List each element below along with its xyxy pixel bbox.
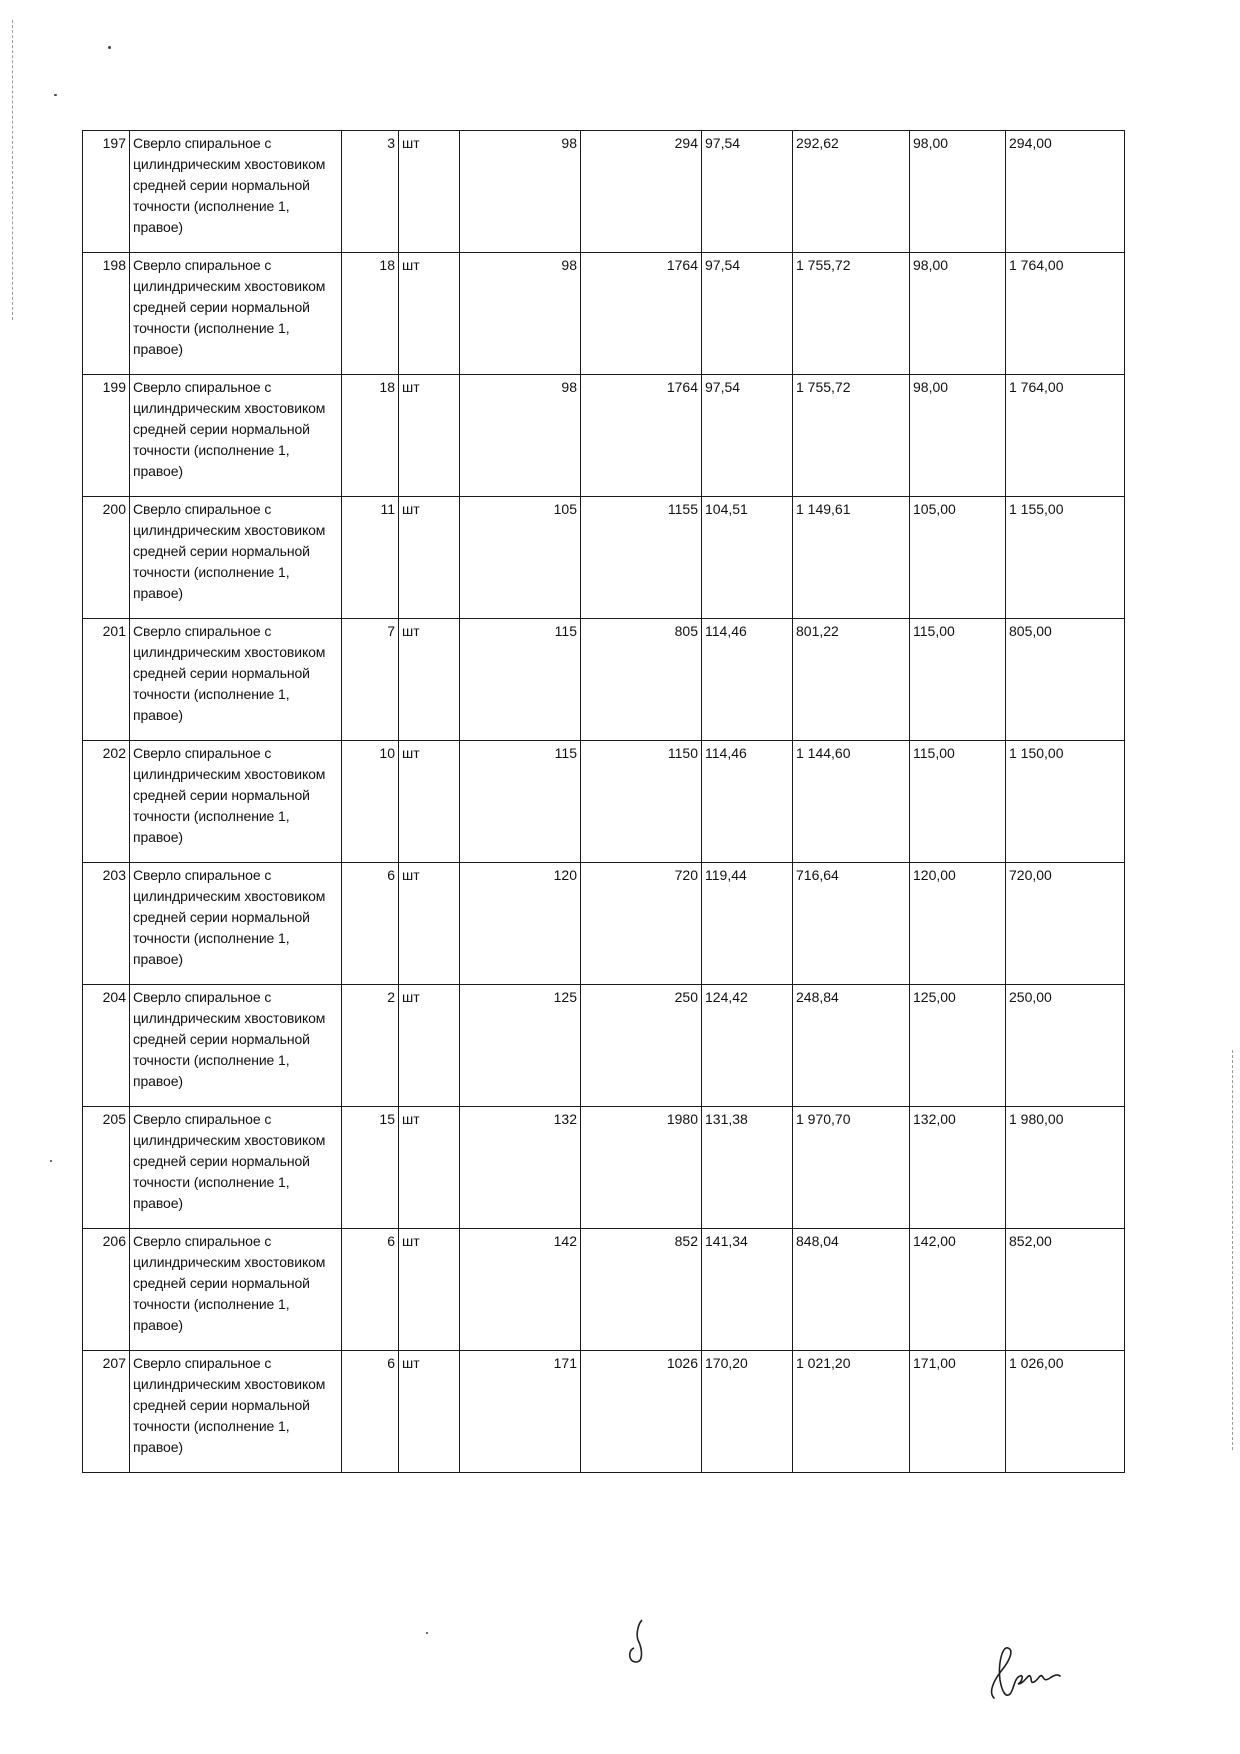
total-2-cell: 848,04: [793, 1229, 910, 1351]
price-2-cell: 97,54: [702, 131, 793, 253]
total-2-cell: 1 149,61: [793, 497, 910, 619]
table-row: [83, 497, 1125, 619]
price-cell: 98: [460, 375, 581, 497]
row-number-cell: 202: [83, 741, 130, 863]
unit-cell: шт: [399, 863, 460, 985]
table-row: [83, 1107, 1125, 1229]
price-2-cell: 131,38: [702, 1107, 793, 1229]
row-number-cell: 205: [83, 1107, 130, 1229]
total-cell: 1026: [581, 1351, 702, 1473]
price-2-cell: 97,54: [702, 375, 793, 497]
total-3-cell: 805,00: [1006, 619, 1125, 741]
total-3-cell: 250,00: [1006, 985, 1125, 1107]
unit-cell: шт: [399, 375, 460, 497]
total-2-cell: 1 021,20: [793, 1351, 910, 1473]
item-name-cell: Сверло спиральное с цилиндрическим хвостовиком средней серии нормальной точности (исполнение 1, правое): [130, 497, 342, 619]
table-row: [83, 741, 1125, 863]
price-cell: 142: [460, 1229, 581, 1351]
total-cell: 1764: [581, 253, 702, 375]
total-3-cell: 1 150,00: [1006, 741, 1125, 863]
handwritten-mark-icon: [626, 1618, 652, 1664]
unit-cell: шт: [399, 1229, 460, 1351]
total-3-cell: 1 764,00: [1006, 253, 1125, 375]
quantity-cell: 6: [342, 863, 399, 985]
price-cell: 115: [460, 619, 581, 741]
quantity-cell: 2: [342, 985, 399, 1107]
total-2-cell: 716,64: [793, 863, 910, 985]
row-number-cell: 206: [83, 1229, 130, 1351]
table-row: [83, 131, 1125, 253]
item-name-cell: Сверло спиральное с цилиндрическим хвостовиком средней серии нормальной точности (исполнение 1, правое): [130, 375, 342, 497]
price-3-cell: 98,00: [910, 253, 1006, 375]
item-name-cell: Сверло спиральное с цилиндрическим хвостовиком средней серии нормальной точности (исполнение 1, правое): [130, 741, 342, 863]
item-name-cell: Сверло спиральное с цилиндрическим хвостовиком средней серии нормальной точности (исполнение 1, правое): [130, 253, 342, 375]
right-margin-scan-mark: [1232, 1050, 1234, 1450]
quantity-cell: 18: [342, 253, 399, 375]
row-number-cell: 199: [83, 375, 130, 497]
unit-cell: шт: [399, 253, 460, 375]
price-2-cell: 141,34: [702, 1229, 793, 1351]
row-number-cell: 207: [83, 1351, 130, 1473]
unit-cell: шт: [399, 1351, 460, 1473]
price-3-cell: 142,00: [910, 1229, 1006, 1351]
scan-speck: [54, 94, 57, 96]
price-3-cell: 115,00: [910, 619, 1006, 741]
total-cell: 250: [581, 985, 702, 1107]
price-2-cell: 170,20: [702, 1351, 793, 1473]
unit-cell: шт: [399, 985, 460, 1107]
total-2-cell: 1 755,72: [793, 253, 910, 375]
quantity-cell: 18: [342, 375, 399, 497]
total-cell: 1155: [581, 497, 702, 619]
total-3-cell: 852,00: [1006, 1229, 1125, 1351]
row-number-cell: 197: [83, 131, 130, 253]
price-cell: 98: [460, 253, 581, 375]
total-2-cell: 1 144,60: [793, 741, 910, 863]
items-table: [82, 130, 1125, 1473]
total-2-cell: 1 970,70: [793, 1107, 910, 1229]
price-3-cell: 98,00: [910, 131, 1006, 253]
total-3-cell: 1 980,00: [1006, 1107, 1125, 1229]
price-3-cell: 115,00: [910, 741, 1006, 863]
quantity-cell: 7: [342, 619, 399, 741]
price-3-cell: 171,00: [910, 1351, 1006, 1473]
signature-icon: [984, 1640, 1062, 1704]
left-margin-scan-mark: [12, 20, 14, 320]
quantity-cell: 15: [342, 1107, 399, 1229]
item-name-cell: Сверло спиральное с цилиндрическим хвостовиком средней серии нормальной точности (исполнение 1, правое): [130, 985, 342, 1107]
total-2-cell: 248,84: [793, 985, 910, 1107]
item-name-cell: Сверло спиральное с цилиндрическим хвостовиком средней серии нормальной точности (исполнение 1, правое): [130, 619, 342, 741]
item-name-cell: Сверло спиральное с цилиндрическим хвостовиком средней серии нормальной точности (исполнение 1, правое): [130, 1229, 342, 1351]
unit-cell: шт: [399, 497, 460, 619]
row-number-cell: 200: [83, 497, 130, 619]
price-2-cell: 104,51: [702, 497, 793, 619]
scan-speck: [108, 46, 111, 49]
item-name-cell: Сверло спиральное с цилиндрическим хвостовиком средней серии нормальной точности (исполнение 1, правое): [130, 1107, 342, 1229]
item-name-cell: Сверло спиральное с цилиндрическим хвостовиком средней серии нормальной точности (исполнение 1, правое): [130, 131, 342, 253]
price-cell: 105: [460, 497, 581, 619]
price-2-cell: 114,46: [702, 619, 793, 741]
total-2-cell: 292,62: [793, 131, 910, 253]
quantity-cell: 6: [342, 1229, 399, 1351]
price-2-cell: 97,54: [702, 253, 793, 375]
price-cell: 125: [460, 985, 581, 1107]
price-2-cell: 124,42: [702, 985, 793, 1107]
item-name-cell: Сверло спиральное с цилиндрическим хвостовиком средней серии нормальной точности (исполнение 1, правое): [130, 1351, 342, 1473]
total-2-cell: 801,22: [793, 619, 910, 741]
total-cell: 1150: [581, 741, 702, 863]
table-row: [83, 1229, 1125, 1351]
table-row: [83, 1351, 1125, 1473]
price-cell: 115: [460, 741, 581, 863]
price-3-cell: 132,00: [910, 1107, 1006, 1229]
total-3-cell: 1 764,00: [1006, 375, 1125, 497]
total-2-cell: 1 755,72: [793, 375, 910, 497]
total-cell: 294: [581, 131, 702, 253]
table-row: [83, 375, 1125, 497]
price-3-cell: 98,00: [910, 375, 1006, 497]
table-row: [83, 253, 1125, 375]
unit-cell: шт: [399, 619, 460, 741]
total-cell: 1980: [581, 1107, 702, 1229]
table-row: [83, 863, 1125, 985]
price-3-cell: 120,00: [910, 863, 1006, 985]
total-3-cell: 1 026,00: [1006, 1351, 1125, 1473]
price-3-cell: 125,00: [910, 985, 1006, 1107]
item-name-cell: Сверло спиральное с цилиндрическим хвостовиком средней серии нормальной точности (исполнение 1, правое): [130, 863, 342, 985]
price-2-cell: 114,46: [702, 741, 793, 863]
total-3-cell: 720,00: [1006, 863, 1125, 985]
quantity-cell: 3: [342, 131, 399, 253]
price-cell: 171: [460, 1351, 581, 1473]
total-cell: 720: [581, 863, 702, 985]
table-row: [83, 619, 1125, 741]
scan-speck: [50, 1160, 52, 1162]
price-cell: 132: [460, 1107, 581, 1229]
unit-cell: шт: [399, 1107, 460, 1229]
quantity-cell: 6: [342, 1351, 399, 1473]
price-3-cell: 105,00: [910, 497, 1006, 619]
price-cell: 98: [460, 131, 581, 253]
scan-speck: [426, 1632, 428, 1634]
quantity-cell: 11: [342, 497, 399, 619]
price-2-cell: 119,44: [702, 863, 793, 985]
row-number-cell: 198: [83, 253, 130, 375]
table-row: [83, 985, 1125, 1107]
total-cell: 805: [581, 619, 702, 741]
total-cell: 852: [581, 1229, 702, 1351]
row-number-cell: 204: [83, 985, 130, 1107]
row-number-cell: 203: [83, 863, 130, 985]
total-3-cell: 294,00: [1006, 131, 1125, 253]
quantity-cell: 10: [342, 741, 399, 863]
price-cell: 120: [460, 863, 581, 985]
unit-cell: шт: [399, 131, 460, 253]
unit-cell: шт: [399, 741, 460, 863]
row-number-cell: 201: [83, 619, 130, 741]
total-cell: 1764: [581, 375, 702, 497]
items-table-body: [83, 131, 1125, 1473]
total-3-cell: 1 155,00: [1006, 497, 1125, 619]
